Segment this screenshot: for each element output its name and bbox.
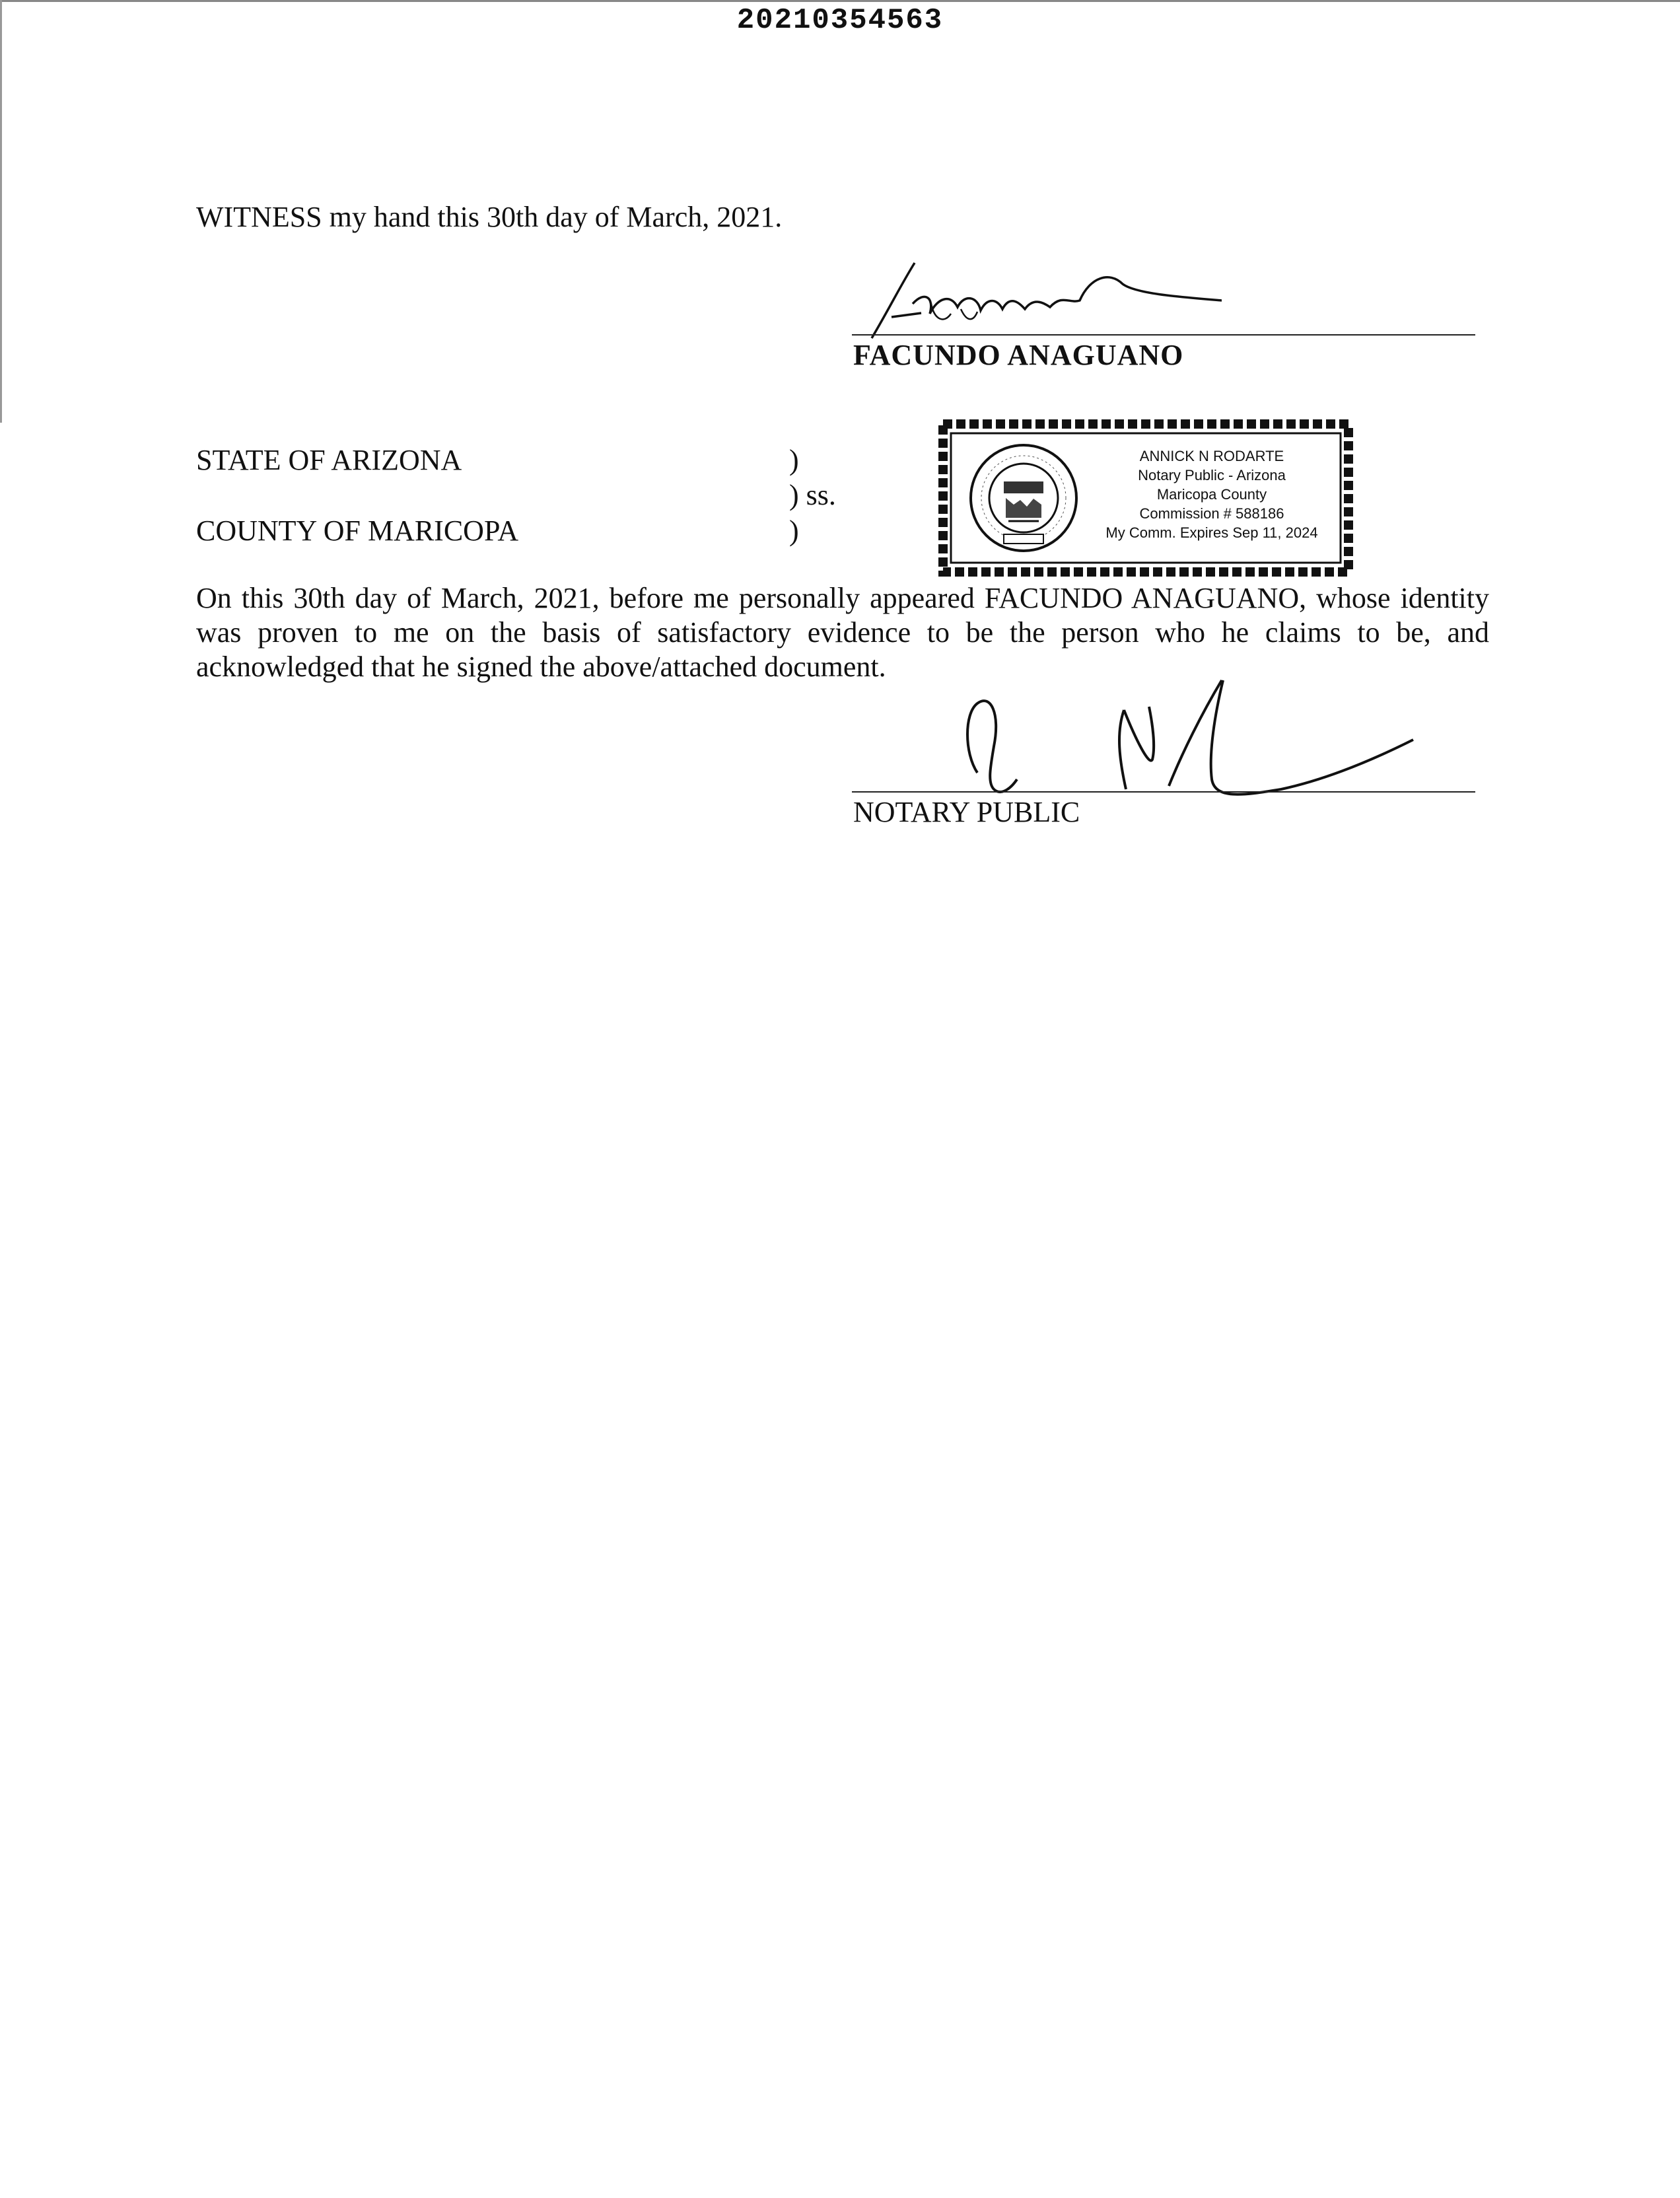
stamp-county: Maricopa County bbox=[1156, 486, 1267, 503]
witness-line: WITNESS my hand this 30th day of March, 2021. bbox=[196, 201, 783, 233]
signer-name: FACUNDO ANAGUANO bbox=[853, 339, 1184, 371]
notary-public-label: NOTARY PUBLIC bbox=[853, 796, 1080, 828]
venue-paren-ss: ) ss. bbox=[789, 479, 836, 511]
notary-stamp bbox=[938, 419, 1354, 577]
venue-paren-1: ) bbox=[789, 444, 799, 476]
top-scan-edge bbox=[0, 0, 1680, 2]
signer-signature-line bbox=[852, 334, 1475, 336]
venue-state: STATE OF ARIZONA bbox=[196, 444, 462, 476]
signer-signature bbox=[852, 258, 1222, 343]
notary-signature bbox=[951, 674, 1426, 806]
stamp-notary-name: ANNICK N RODARTE bbox=[1139, 448, 1284, 464]
venue-paren-3: ) bbox=[789, 514, 799, 547]
left-scan-edge bbox=[0, 0, 2, 423]
arizona-seal-icon bbox=[967, 442, 1080, 554]
stamp-commission: Commission # 588186 bbox=[1139, 505, 1284, 522]
acknowledgment-paragraph: On this 30th day of March, 2021, before me personally appeared FACUNDO ANAGUANO, whose identity was proven to me on the basis of satisfactory evidence to be the person who he claims to be, and acknowledged that he signed the above/attached document. bbox=[196, 582, 1489, 683]
venue-county: COUNTY OF MARICOPA bbox=[196, 514, 519, 547]
notary-signature-line bbox=[852, 791, 1475, 793]
document-number: 20210354563 bbox=[736, 4, 944, 37]
stamp-notary-title: Notary Public - Arizona bbox=[1138, 467, 1286, 483]
stamp-expiration: My Comm. Expires Sep 11, 2024 bbox=[1105, 524, 1318, 541]
